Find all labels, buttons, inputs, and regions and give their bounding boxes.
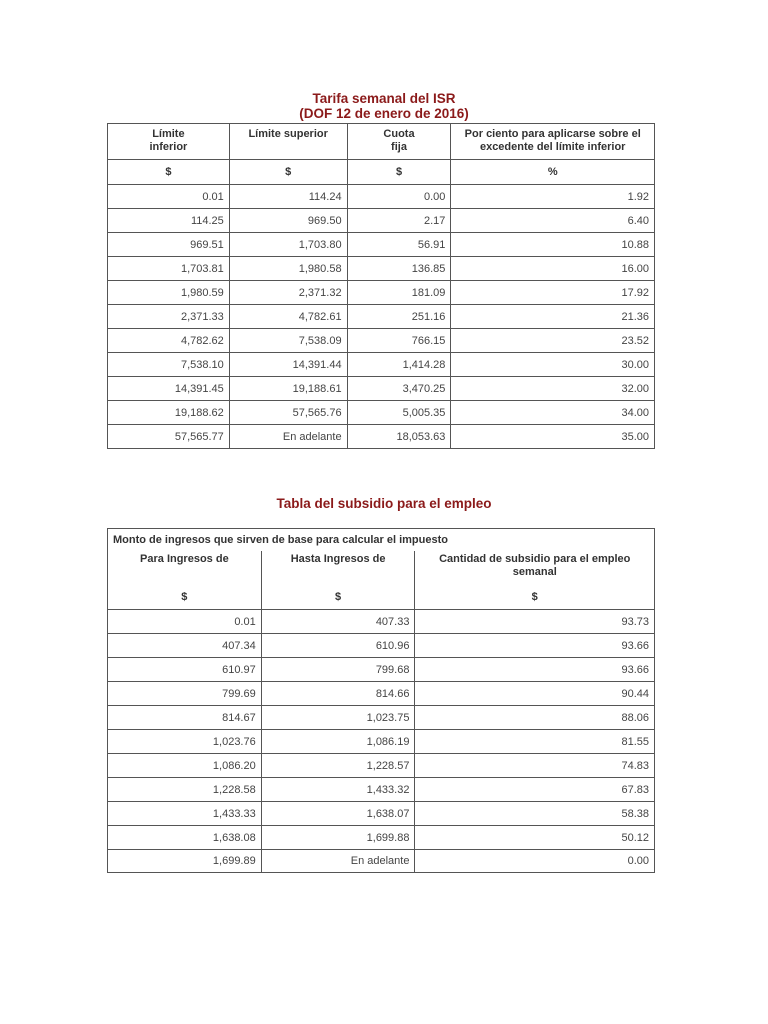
table-cell: 407.34 <box>108 634 262 658</box>
isr-unit: % <box>451 160 655 185</box>
table-cell: 32.00 <box>451 377 655 401</box>
subsidy-table-row <box>108 658 655 682</box>
table-cell: 1,703.81 <box>108 257 230 281</box>
isr-header-percent: Por ciento para aplicarse sobre el excedente del límite inferior <box>451 124 655 160</box>
table-cell: En adelante <box>261 850 415 873</box>
table-cell: 74.83 <box>415 754 655 778</box>
isr-table-row <box>108 401 655 425</box>
isr-table-row <box>108 281 655 305</box>
subsidy-caption: Monto de ingresos que sirven de base para calcular el impuesto <box>108 529 655 552</box>
table-cell: 50.12 <box>415 826 655 850</box>
table-cell: 14,391.45 <box>108 377 230 401</box>
table-cell: 0.01 <box>108 610 262 634</box>
table-cell: 1,414.28 <box>347 353 451 377</box>
table-cell: 1,086.20 <box>108 754 262 778</box>
table-cell: 1,980.59 <box>108 281 230 305</box>
table-cell: 181.09 <box>347 281 451 305</box>
table-cell: 21.36 <box>451 305 655 329</box>
table-cell: 766.15 <box>347 329 451 353</box>
subsidy-table-row <box>108 706 655 730</box>
table-cell: 5,005.35 <box>347 401 451 425</box>
table-cell: 6.40 <box>451 209 655 233</box>
subsidy-header-row <box>108 551 655 585</box>
table-cell: 90.44 <box>415 682 655 706</box>
subsidy-table-row <box>108 802 655 826</box>
table-cell: 88.06 <box>415 706 655 730</box>
table-cell: 136.85 <box>347 257 451 281</box>
isr-table-row <box>108 377 655 401</box>
table-cell: 0.00 <box>347 185 451 209</box>
table-cell: En adelante <box>229 425 347 449</box>
table-cell: 610.96 <box>261 634 415 658</box>
subsidy-unit: $ <box>415 585 655 610</box>
table-cell: 1,638.08 <box>108 826 262 850</box>
isr-table-row <box>108 233 655 257</box>
table-cell: 23.52 <box>451 329 655 353</box>
subsidy-table-row <box>108 826 655 850</box>
table-cell: 1,699.89 <box>108 850 262 873</box>
isr-table-row <box>108 305 655 329</box>
table-cell: 1,433.33 <box>108 802 262 826</box>
table-cell: 57,565.76 <box>229 401 347 425</box>
table-cell: 1,228.58 <box>108 778 262 802</box>
table-cell: 58.38 <box>415 802 655 826</box>
table-cell: 93.73 <box>415 610 655 634</box>
table-cell: 3,470.25 <box>347 377 451 401</box>
table-cell: 799.68 <box>261 658 415 682</box>
subsidy-table-row <box>108 682 655 706</box>
table-cell: 251.16 <box>347 305 451 329</box>
subsidy-caption-row <box>108 529 655 552</box>
isr-title-line2: (DOF 12 de enero de 2016) <box>299 106 469 121</box>
table-cell: 10.88 <box>451 233 655 257</box>
isr-unit: $ <box>108 160 230 185</box>
table-cell: 969.51 <box>108 233 230 257</box>
subsidy-table-row <box>108 850 655 873</box>
table-cell: 67.83 <box>415 778 655 802</box>
table-cell: 2,371.33 <box>108 305 230 329</box>
table-cell: 2,371.32 <box>229 281 347 305</box>
table-cell: 0.01 <box>108 185 230 209</box>
table-cell: 2.17 <box>347 209 451 233</box>
isr-unit: $ <box>347 160 451 185</box>
isr-title-line1: Tarifa semanal del ISR <box>312 91 456 106</box>
table-cell: 610.97 <box>108 658 262 682</box>
table-cell: 799.69 <box>108 682 262 706</box>
table-cell: 0.00 <box>415 850 655 873</box>
isr-table-row <box>108 257 655 281</box>
isr-table-row <box>108 185 655 209</box>
table-cell: 1,433.32 <box>261 778 415 802</box>
table-cell: 814.66 <box>261 682 415 706</box>
subsidy-header-from: Para Ingresos de <box>108 551 262 585</box>
table-cell: 1,023.76 <box>108 730 262 754</box>
table-cell: 18,053.63 <box>347 425 451 449</box>
table-cell: 1.92 <box>451 185 655 209</box>
table-cell: 1,699.88 <box>261 826 415 850</box>
table-cell: 1,980.58 <box>229 257 347 281</box>
table-cell: 969.50 <box>229 209 347 233</box>
subsidy-header-to: Hasta Ingresos de <box>261 551 415 585</box>
table-cell: 7,538.09 <box>229 329 347 353</box>
subsidy-table-row <box>108 754 655 778</box>
table-cell: 4,782.61 <box>229 305 347 329</box>
isr-table-row <box>108 329 655 353</box>
employment-subsidy-table <box>107 528 655 873</box>
isr-header-lower-limit: Límite inferior <box>108 124 230 160</box>
isr-header-fixed-fee: Cuota fija <box>347 124 451 160</box>
table-cell: 30.00 <box>451 353 655 377</box>
subsidy-units-row <box>108 585 655 610</box>
table-cell: 16.00 <box>451 257 655 281</box>
table-cell: 34.00 <box>451 401 655 425</box>
table-cell: 1,023.75 <box>261 706 415 730</box>
table-cell: 1,638.07 <box>261 802 415 826</box>
subsidy-table-row <box>108 730 655 754</box>
subsidy-table-row <box>108 634 655 658</box>
isr-weekly-rate-table <box>107 123 655 449</box>
subsidy-header-amount: Cantidad de subsidio para el empleo semanal <box>415 551 655 585</box>
table-cell: 114.24 <box>229 185 347 209</box>
table-cell: 4,782.62 <box>108 329 230 353</box>
isr-units-row <box>108 160 655 185</box>
table-cell: 57,565.77 <box>108 425 230 449</box>
isr-header-row <box>108 124 655 160</box>
table-cell: 114.25 <box>108 209 230 233</box>
table-cell: 19,188.62 <box>108 401 230 425</box>
subsidy-table-row <box>108 610 655 634</box>
table-cell: 814.67 <box>108 706 262 730</box>
table-cell: 35.00 <box>451 425 655 449</box>
table-cell: 407.33 <box>261 610 415 634</box>
table-cell: 81.55 <box>415 730 655 754</box>
isr-table-title <box>0 91 768 121</box>
table-cell: 93.66 <box>415 658 655 682</box>
isr-table-row <box>108 425 655 449</box>
table-cell: 1,086.19 <box>261 730 415 754</box>
isr-unit: $ <box>229 160 347 185</box>
table-cell: 1,703.80 <box>229 233 347 257</box>
table-cell: 17.92 <box>451 281 655 305</box>
subsidy-table-title: Tabla del subsidio para el empleo <box>276 496 492 511</box>
subsidy-unit: $ <box>108 585 262 610</box>
subsidy-table-row <box>108 778 655 802</box>
table-cell: 56.91 <box>347 233 451 257</box>
isr-header-upper-limit: Límite superior <box>229 124 347 160</box>
isr-table-row <box>108 353 655 377</box>
table-cell: 7,538.10 <box>108 353 230 377</box>
subsidy-unit: $ <box>261 585 415 610</box>
table-cell: 93.66 <box>415 634 655 658</box>
table-cell: 19,188.61 <box>229 377 347 401</box>
table-cell: 14,391.44 <box>229 353 347 377</box>
isr-table-row <box>108 209 655 233</box>
table-cell: 1,228.57 <box>261 754 415 778</box>
